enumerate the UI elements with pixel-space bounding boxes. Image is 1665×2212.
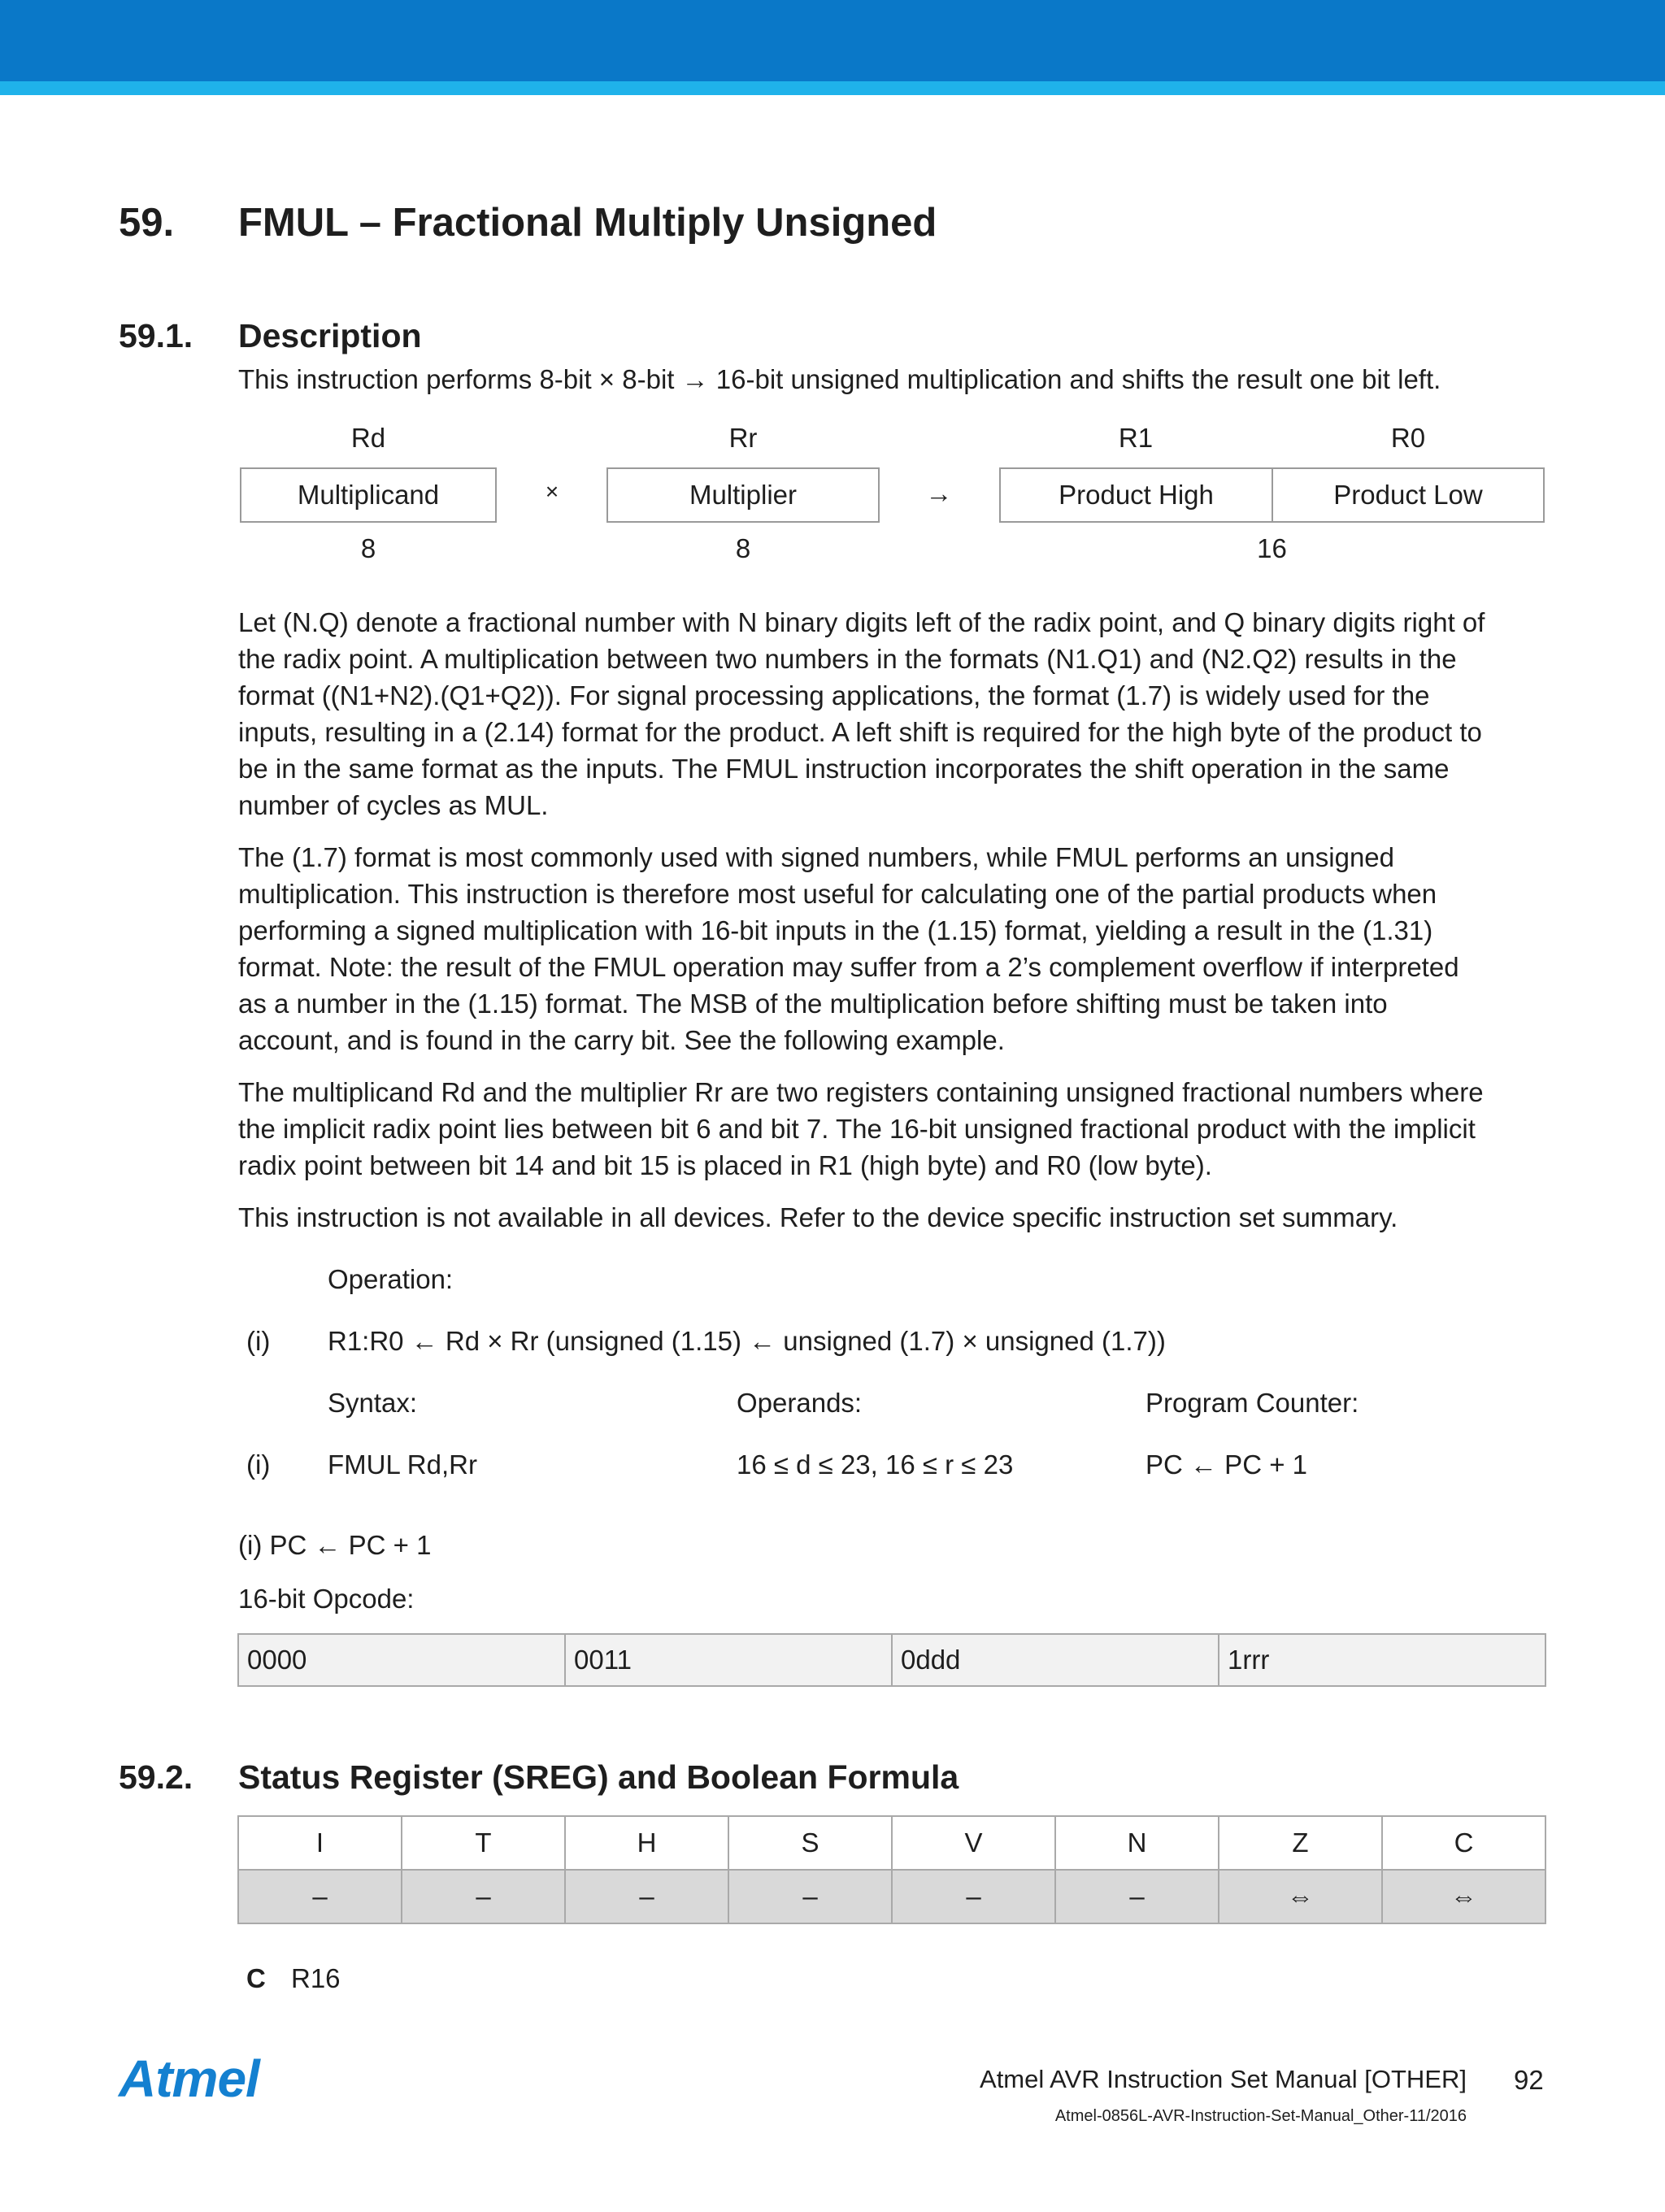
sreg-value-h: – xyxy=(565,1870,728,1923)
footer-doc-id: Atmel-0856L-AVR-Instruction-Set-Manual_Other-11/2016 xyxy=(1054,2107,1467,2125)
sreg-value-t: – xyxy=(402,1870,565,1923)
paragraph-1: Let (N.Q) denote a fractional number with N binary digits left of the radix point, and Q binary digits right of the radix point. A multiplication between two numbers in the formats (N1.Q1) and (N2.Q2) results in the format ((N1+N2).(Q1+Q2)). For signal processing applications, the format (1.7) is widely used for the inputs, resulting in a (2.14) format for the product. A left shift is required for the high byte of the product to be in the same format as the inputs. The FMUL instruction incorporates the shift operation in the same number of cycles as MUL. xyxy=(238,607,1485,820)
arrow-right-icon: → xyxy=(925,478,953,508)
sreg-flag-n: N xyxy=(1055,1816,1219,1870)
paragraph-2: The (1.7) format is most commonly used with signed numbers, while FMUL performs an unsigned multiplication. This instruction is therefore most useful for calculating one of the partial products when performing a signed multiplication with 16-bit inputs in the (1.15) format, yielding a result in the (1.31) format. Note: the result of the FMUL operation may suffer from a 2’s complement overflow if interpreted as a number in the (1.15) format. The MSB of the multiplication before shifting must be taken into account, and is found in the carry bit. See the following example. xyxy=(238,842,1459,1055)
paragraph-4: This instruction is not available in all devices. Refer to the device specific instruction set summary. xyxy=(238,1202,1398,1232)
sreg-flag-h: H xyxy=(565,1816,728,1870)
label-r0: R0 xyxy=(1390,423,1426,453)
sreg-flag-s: S xyxy=(728,1816,892,1870)
multiplier-box: Multiplier xyxy=(606,467,880,523)
atmel-logo: Atmel xyxy=(119,2049,259,2108)
header-bar xyxy=(0,0,1665,81)
sreg-flag-t: T xyxy=(402,1816,565,1870)
width-product: 16 xyxy=(1257,533,1287,563)
syntax-value: FMUL Rd,Rr xyxy=(328,1449,477,1480)
sreg-value-z: ⇔ xyxy=(1219,1870,1382,1923)
sreg-value-i: – xyxy=(238,1870,402,1923)
label-rr: Rr xyxy=(728,423,758,453)
sreg-flag-z: Z xyxy=(1219,1816,1382,1870)
syntax-index: (i) xyxy=(246,1449,271,1480)
syntax-label: Syntax: xyxy=(328,1388,418,1418)
section-title: FMUL – Fractional Multiply Unsigned xyxy=(238,201,937,245)
sreg-table xyxy=(237,1815,1546,1924)
sreg-value-c: ⇔ xyxy=(1382,1870,1545,1923)
pc-note: (i) PC ← PC + 1 xyxy=(238,1530,432,1560)
sreg-flag-c: C xyxy=(1382,1816,1545,1870)
header-stripe xyxy=(0,81,1665,95)
subsection-number: 59.1. xyxy=(119,317,193,354)
sreg-flag-v: V xyxy=(892,1816,1055,1870)
sreg-flag-i: I xyxy=(238,1816,402,1870)
label-r1: R1 xyxy=(1118,423,1154,453)
opcode-cell: 1rrr xyxy=(1219,1634,1545,1686)
opcode-table xyxy=(237,1633,1546,1687)
opcode-cell: 0000 xyxy=(238,1634,565,1686)
sreg-value-v: – xyxy=(892,1870,1055,1923)
opcode-cell: 0ddd xyxy=(892,1634,1219,1686)
sreg-value-n: – xyxy=(1055,1870,1219,1923)
sreg-number: 59.2. xyxy=(119,1758,193,1796)
multiplicand-box: Multiplicand xyxy=(240,467,497,523)
sreg-value-s: – xyxy=(728,1870,892,1923)
product-low-box: Product Low xyxy=(1272,467,1545,523)
width-rd: 8 xyxy=(360,533,376,563)
program-counter-label: Program Counter: xyxy=(1146,1388,1359,1418)
operation-index: (i) xyxy=(246,1326,271,1356)
operands-label: Operands: xyxy=(737,1388,863,1418)
opcode-label: 16-bit Opcode: xyxy=(238,1584,415,1614)
product-high-box: Product High xyxy=(999,467,1273,523)
footer-manual-title: Atmel AVR Instruction Set Manual [OTHER] xyxy=(980,2065,1467,2093)
opcode-cell: 0011 xyxy=(565,1634,892,1686)
operands-value: 16 ≤ d ≤ 23, 16 ≤ r ≤ 23 xyxy=(737,1449,1014,1480)
program-counter-value: PC ← PC + 1 xyxy=(1146,1449,1307,1480)
subsection-title: Description xyxy=(238,317,422,354)
description-intro: This instruction performs 8-bit × 8-bit → 16-bit unsigned multiplication and shifts the result one bit left. xyxy=(238,364,1441,394)
section-number: 59. xyxy=(119,201,175,245)
width-rr: 8 xyxy=(735,533,751,563)
operation-formula: R1:R0 ← Rd × Rr (unsigned (1.15) ← unsigned (1.7) × unsigned (1.7)) xyxy=(328,1326,1166,1356)
formula-flag: C xyxy=(246,1963,266,1993)
formula-value: R16 xyxy=(291,1963,341,1993)
footer-page-number: 92 xyxy=(1514,2065,1544,2095)
label-rd: Rd xyxy=(350,423,386,453)
operation-label: Operation: xyxy=(328,1264,454,1294)
times-symbol: × xyxy=(545,479,559,504)
paragraph-3: The multiplicand Rd and the multiplier Rr are two registers containing unsigned fractional numbers where the implicit radix point lies between bit 6 and bit 7. The 16-bit unsigned fractional product with the implicit radix point between bit 14 and bit 15 is placed in R1 (high byte) and R0 (low byte). xyxy=(238,1077,1484,1180)
sreg-title: Status Register (SREG) and Boolean Formula xyxy=(238,1758,959,1796)
